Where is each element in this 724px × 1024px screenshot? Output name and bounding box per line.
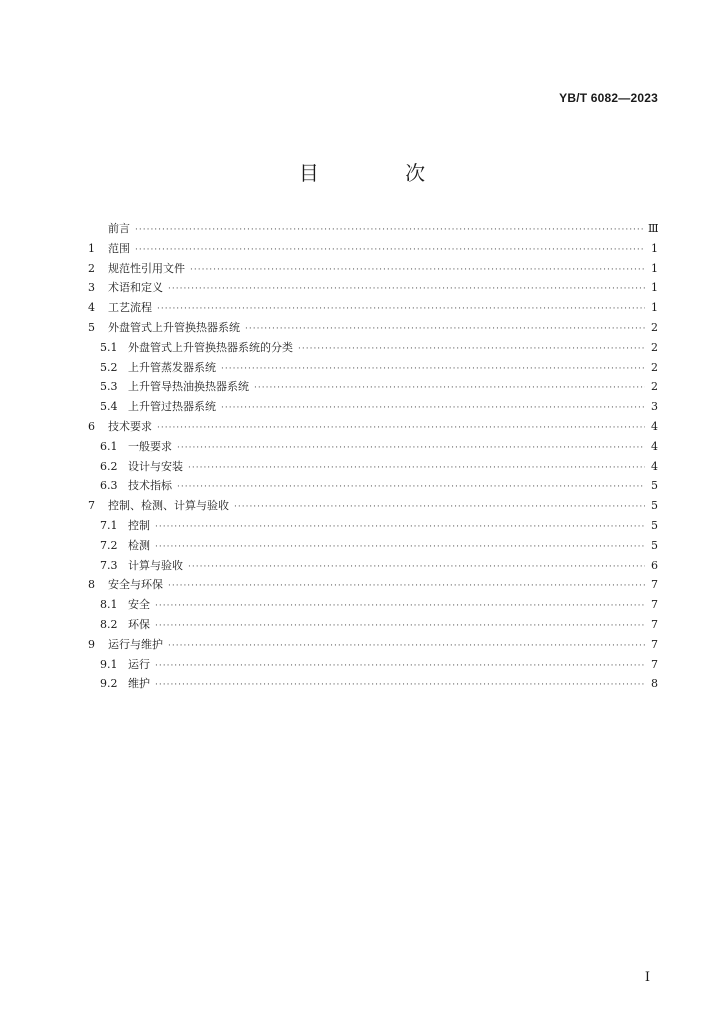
toc-entry-page: 2 <box>651 320 658 334</box>
toc-entry-number: 9.2 <box>100 677 118 691</box>
toc-leader-dots <box>168 637 645 657</box>
toc-entry-label: 检测 <box>128 538 150 552</box>
toc-entry[interactable] <box>88 437 658 457</box>
toc-entry-label: 控制 <box>128 518 150 532</box>
toc-entry-page: 1 <box>651 301 658 315</box>
toc-leader-dots <box>221 360 645 380</box>
toc-entry-label: 运行 <box>128 657 150 671</box>
toc-entry-page: 6 <box>651 558 658 572</box>
toc-entry[interactable] <box>88 239 658 259</box>
toc-entry-label: 规范性引用文件 <box>108 261 185 275</box>
toc-entry-number: 9.1 <box>100 657 118 671</box>
toc-entry-label: 外盘管式上升管换热器系统的分类 <box>128 340 293 354</box>
toc-entry-label: 维护 <box>128 677 150 691</box>
toc-entry-label: 技术要求 <box>108 419 152 433</box>
toc-entry[interactable] <box>88 536 658 556</box>
toc-entry-page: 1 <box>651 281 658 295</box>
toc-entry-label: 工艺流程 <box>108 301 152 315</box>
standard-number: YB/T 6082—2023 <box>559 91 658 105</box>
toc-entry[interactable] <box>88 595 658 615</box>
toc-entry-page: 1 <box>651 241 658 255</box>
toc-leader-dots <box>254 379 645 399</box>
toc-leader-dots <box>135 221 645 241</box>
toc-entry-number: 8.1 <box>100 598 118 612</box>
toc-entry-number: 1 <box>88 241 95 255</box>
toc-entry[interactable] <box>88 516 658 536</box>
toc-entry[interactable] <box>88 615 658 635</box>
toc-entry-label: 技术指标 <box>128 479 172 493</box>
toc-leader-dots <box>168 577 645 597</box>
toc-leader-dots <box>221 399 645 419</box>
table-of-contents <box>88 219 658 694</box>
toc-entry-number: 6.2 <box>100 459 118 473</box>
toc-leader-dots <box>177 439 645 459</box>
toc-leader-dots <box>155 676 645 696</box>
toc-entry[interactable] <box>88 397 658 417</box>
toc-entry-page: 5 <box>651 479 658 493</box>
toc-entry-label: 安全与环保 <box>108 578 163 592</box>
toc-entry-number: 6.1 <box>100 439 118 453</box>
toc-entry[interactable] <box>88 674 658 694</box>
toc-entry-number: 5 <box>88 320 95 334</box>
toc-entry-page: 4 <box>651 419 658 433</box>
toc-entry[interactable] <box>88 219 658 239</box>
toc-entry-page: 1 <box>651 261 658 275</box>
toc-entry-page: Ⅲ <box>648 222 659 235</box>
toc-entry[interactable] <box>88 575 658 595</box>
toc-entry[interactable] <box>88 278 658 298</box>
toc-entry-label: 前言 <box>108 222 130 235</box>
toc-entry-number: 6 <box>88 419 95 433</box>
toc-entry[interactable] <box>88 358 658 378</box>
toc-leader-dots <box>157 419 645 439</box>
toc-leader-dots <box>135 241 645 261</box>
toc-entry-label: 控制、检测、计算与验收 <box>108 499 229 513</box>
toc-entry-number: 7 <box>88 499 95 513</box>
toc-entry[interactable] <box>88 655 658 675</box>
toc-entry-page: 4 <box>651 439 658 453</box>
toc-entry-number: 5.2 <box>100 360 118 374</box>
toc-leader-dots <box>155 657 645 677</box>
toc-entry-page: 5 <box>651 499 658 513</box>
toc-entry[interactable] <box>88 377 658 397</box>
toc-entry-number: 8.2 <box>100 617 118 631</box>
toc-leader-dots <box>298 340 645 360</box>
toc-entry[interactable] <box>88 338 658 358</box>
toc-entry-number: 4 <box>88 301 95 315</box>
toc-entry-label: 一般要求 <box>128 439 172 453</box>
toc-entry-page: 7 <box>651 657 658 671</box>
toc-entry-number: 6.3 <box>100 479 118 493</box>
toc-leader-dots <box>190 261 645 281</box>
toc-entry[interactable] <box>88 476 658 496</box>
toc-entry-number: 7.1 <box>100 518 118 532</box>
toc-entry-label: 安全 <box>128 598 150 612</box>
toc-entry-label: 运行与维护 <box>108 637 163 651</box>
toc-entry[interactable] <box>88 259 658 279</box>
toc-entry-page: 8 <box>651 677 658 691</box>
toc-entry-page: 2 <box>651 380 658 394</box>
toc-entry-page: 3 <box>651 400 658 414</box>
toc-entry-number: 5.3 <box>100 380 118 394</box>
toc-leader-dots <box>168 280 645 300</box>
toc-entry-page: 5 <box>651 538 658 552</box>
footer-page-number: I <box>644 970 650 985</box>
toc-entry[interactable] <box>88 298 658 318</box>
toc-entry-label: 范围 <box>108 241 130 255</box>
toc-entry-label: 环保 <box>128 617 150 631</box>
toc-leader-dots <box>177 478 645 498</box>
toc-entry-page: 2 <box>651 360 658 374</box>
toc-entry[interactable] <box>88 556 658 576</box>
toc-entry-label: 术语和定义 <box>108 281 163 295</box>
toc-entry-label: 设计与安装 <box>128 459 183 473</box>
toc-entry-number: 7.2 <box>100 538 118 552</box>
toc-entry-label: 上升管蒸发器系统 <box>128 360 216 374</box>
toc-entry[interactable] <box>88 457 658 477</box>
toc-entry-page: 7 <box>651 637 658 651</box>
toc-entry-number: 5.1 <box>100 340 118 354</box>
toc-entry[interactable] <box>88 318 658 338</box>
toc-entry-label: 计算与验收 <box>128 558 183 572</box>
toc-entry-number: 3 <box>88 281 95 295</box>
toc-leader-dots <box>245 320 645 340</box>
toc-leader-dots <box>188 558 645 578</box>
toc-leader-dots <box>155 597 645 617</box>
toc-leader-dots <box>155 617 645 637</box>
toc-entry-number: 7.3 <box>100 558 118 572</box>
toc-entry-number: 9 <box>88 637 95 651</box>
toc-leader-dots <box>155 518 645 538</box>
toc-entry-page: 7 <box>651 617 658 631</box>
toc-entry-number: 5.4 <box>100 400 118 414</box>
toc-entry-label: 外盘管式上升管换热器系统 <box>108 320 240 334</box>
toc-entry-label: 上升管过热器系统 <box>128 400 216 414</box>
toc-entry-number: 2 <box>88 261 95 275</box>
toc-entry-page: 4 <box>651 459 658 473</box>
toc-entry-page: 2 <box>651 340 658 354</box>
toc-entry-label: 上升管导热油换热器系统 <box>128 380 249 394</box>
toc-entry-page: 7 <box>651 598 658 612</box>
toc-entry-page: 7 <box>651 578 658 592</box>
page-title: 目 次 <box>298 161 466 185</box>
toc-entry-page: 5 <box>651 518 658 532</box>
toc-entry-number: 8 <box>88 578 95 592</box>
toc-entry[interactable] <box>88 496 658 516</box>
toc-leader-dots <box>234 498 645 518</box>
toc-entry[interactable] <box>88 417 658 437</box>
toc-leader-dots <box>188 459 645 479</box>
toc-entry[interactable] <box>88 635 658 655</box>
toc-leader-dots <box>155 538 645 558</box>
